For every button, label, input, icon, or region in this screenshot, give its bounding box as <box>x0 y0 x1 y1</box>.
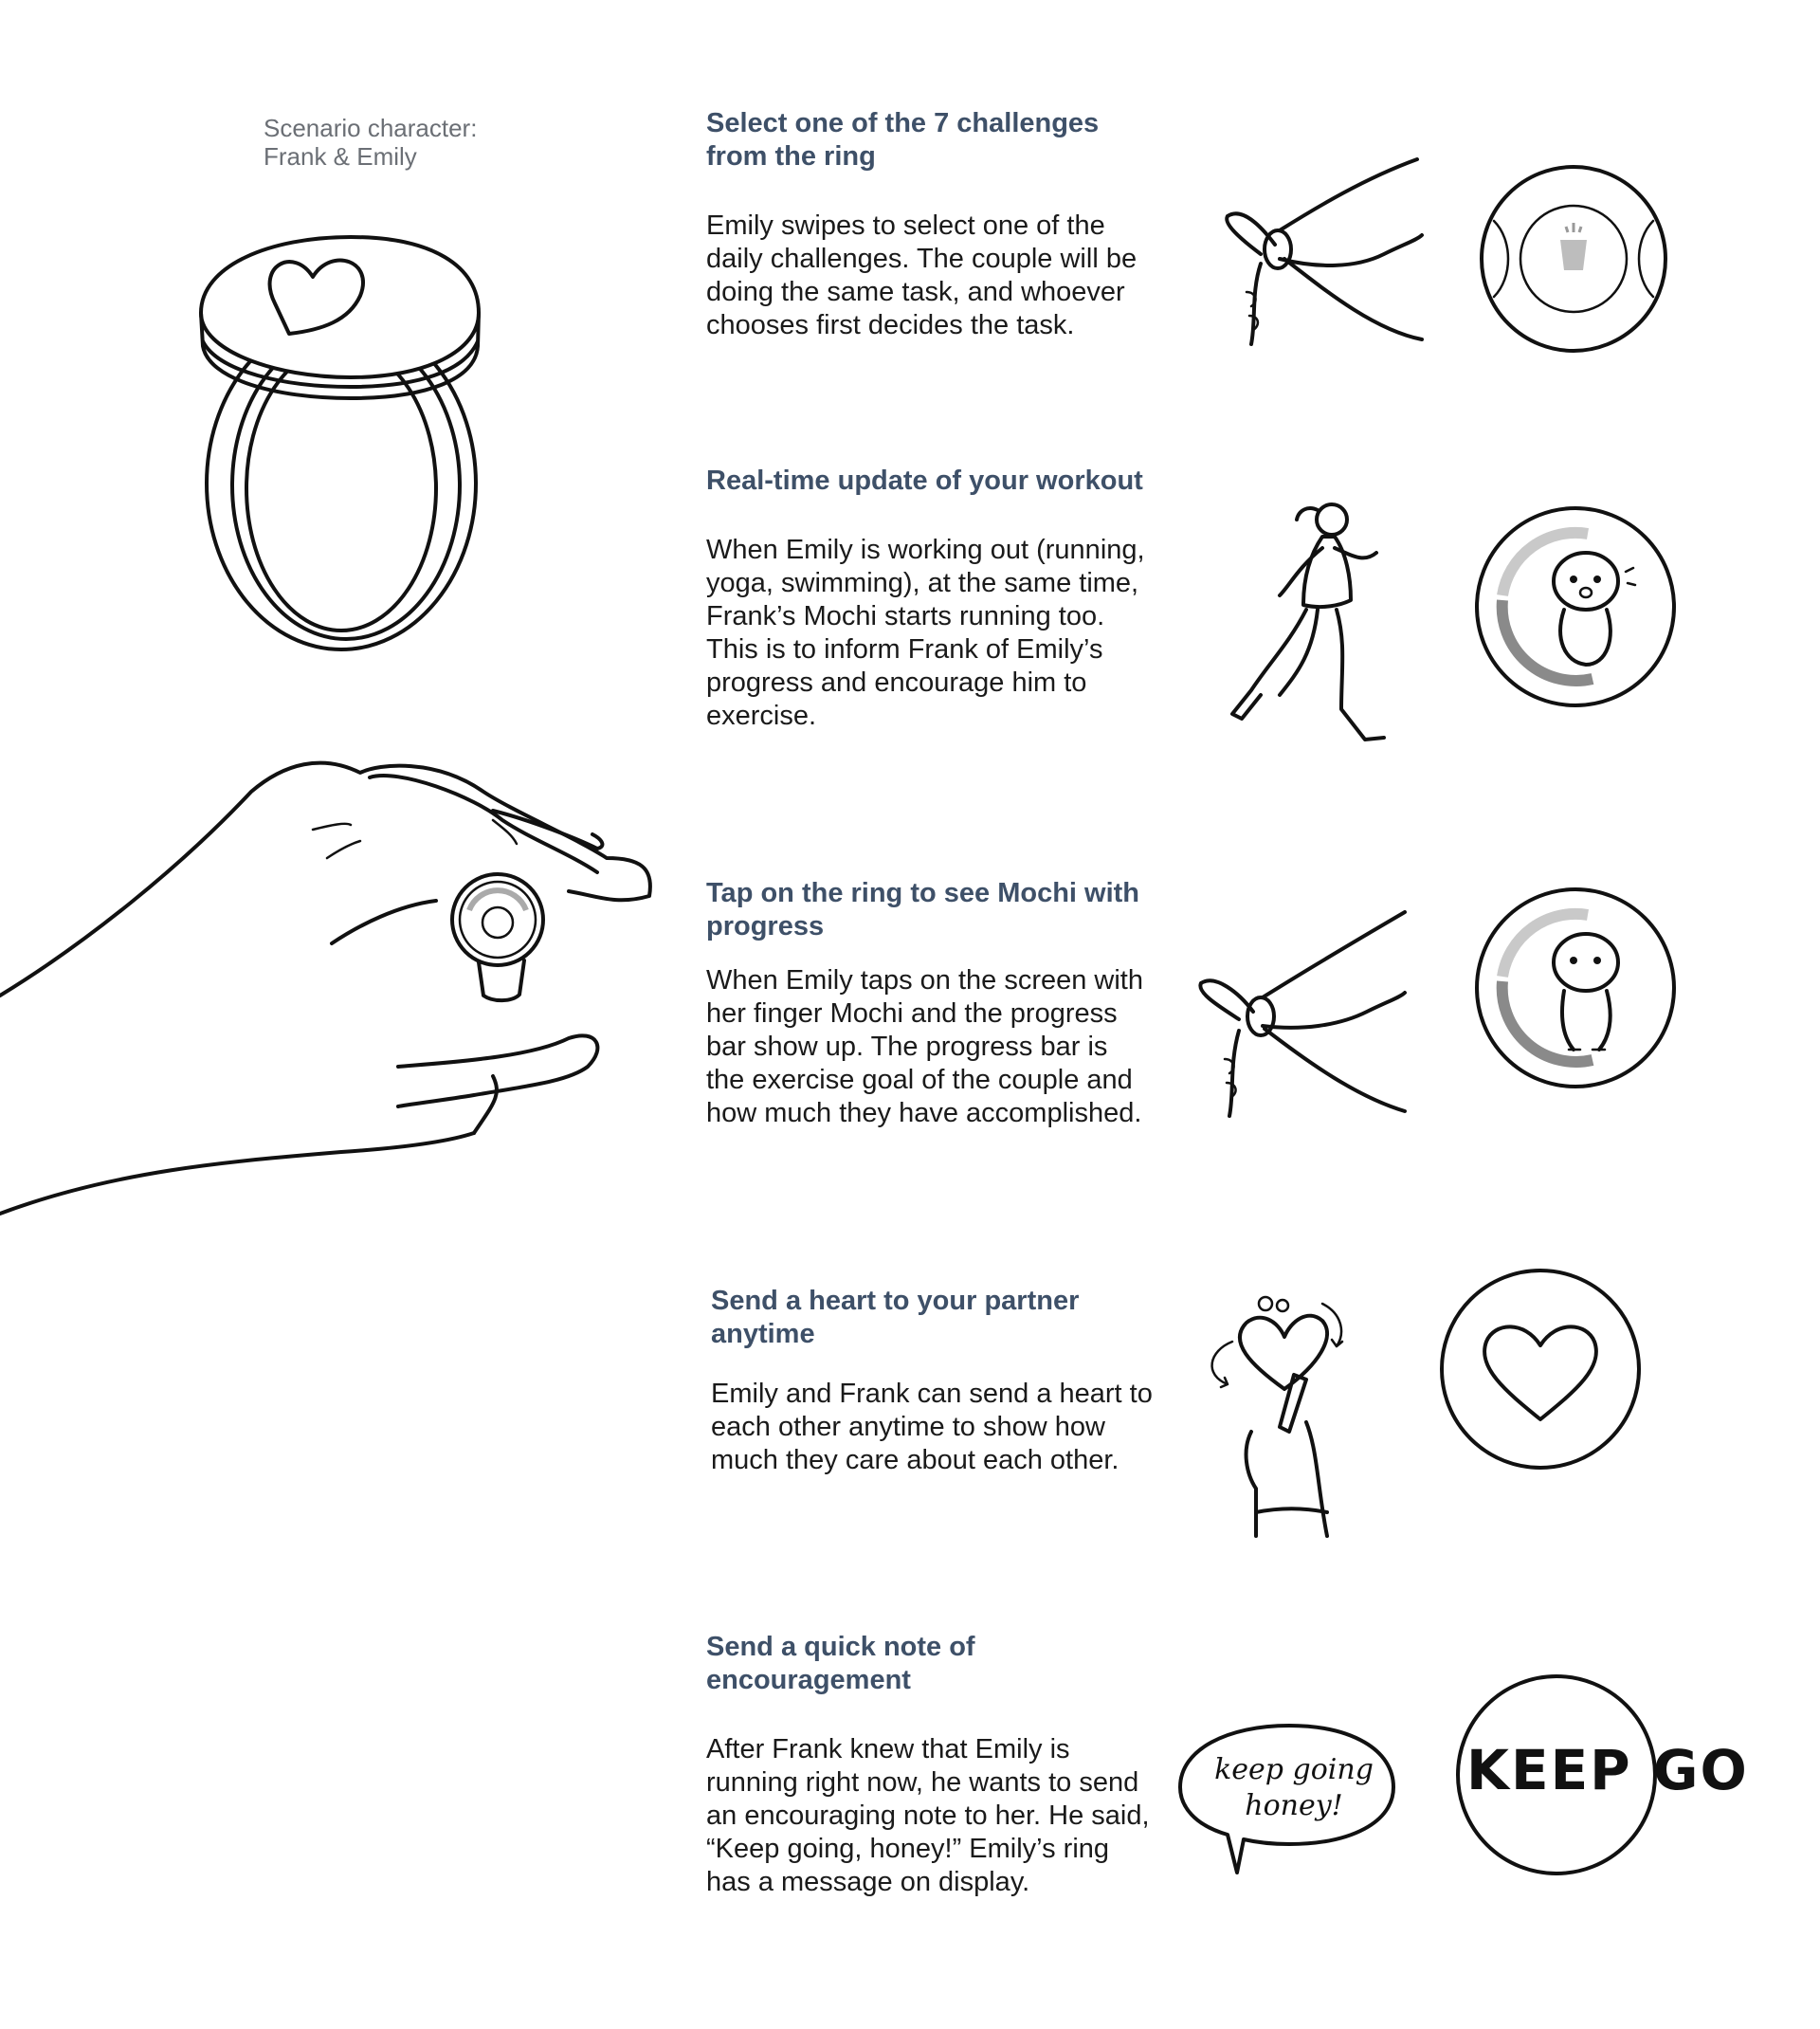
section-title: Tap on the ring to see Mochi with progress <box>706 878 1140 941</box>
heart-icon <box>1484 1326 1596 1419</box>
finger-swipe-sketch <box>1223 150 1431 358</box>
section-body: After Frank knew that Emily is running right now, he wants to send an encouraging note to her. He said, “Keep going, honey!” Emily’s ring has a message on display. <box>706 1734 1150 1897</box>
section-send-heart <box>711 1285 1156 1477</box>
finger-tap-sketch <box>1196 907 1414 1125</box>
bubble-text-line-1: keep going <box>1214 1753 1374 1786</box>
section-body: When Emily is working out (running, yoga, swimming), at the same time, Frank’s Mochi starts running too. This is to inform Frank of Emily’s progress and encourage him to exercise. <box>706 535 1145 731</box>
cup-icon <box>1560 240 1587 270</box>
ring-screen-heart <box>1439 1268 1643 1471</box>
scenario-caption <box>264 114 477 171</box>
section-title: Real-time update of your workout <box>706 466 1143 496</box>
section-select-challenge <box>706 107 1152 342</box>
section-title: Send a quick note of encouragement <box>706 1632 975 1695</box>
ring-screen-challenge <box>1479 164 1668 354</box>
caption-line-2: Frank & Emily <box>264 142 417 171</box>
section-body: Emily and Frank can send a heart to each other anytime to show how much they care about each other. <box>711 1379 1153 1475</box>
ring-illustration <box>180 209 521 654</box>
finger-draw-heart-sketch <box>1185 1285 1374 1550</box>
ring-screen-mochi-running <box>1474 505 1678 709</box>
bubble-text-line-2: honey! <box>1245 1789 1343 1822</box>
section-tap-ring <box>706 877 1152 1130</box>
section-body: When Emily taps on the screen with her finger Mochi and the progress bar show up. The progress bar is the exercise goal of the couple and how much they have accomplished. <box>706 965 1143 1128</box>
section-realtime-update <box>706 465 1152 733</box>
section-body: Emily swipes to select one of the daily challenges. The couple will be doing the same task, and whoever chooses first decides the task. <box>706 210 1138 340</box>
ring-screen-message <box>1455 1673 1749 1877</box>
section-title: Select one of the 7 challenges from the ring <box>706 108 1100 172</box>
ring-screen-mochi-progress <box>1474 887 1678 1090</box>
hand-with-ring-illustration <box>0 754 664 1247</box>
speech-bubble-sketch <box>1175 1716 1403 1877</box>
ring-message-text: KEEP GO <box>1466 1738 1749 1802</box>
runner-sketch <box>1223 491 1412 747</box>
section-title: Send a heart to your partner anytime <box>711 1286 1080 1349</box>
section-encouragement-note <box>706 1631 1152 1899</box>
caption-line-1: Scenario character: <box>264 114 478 142</box>
